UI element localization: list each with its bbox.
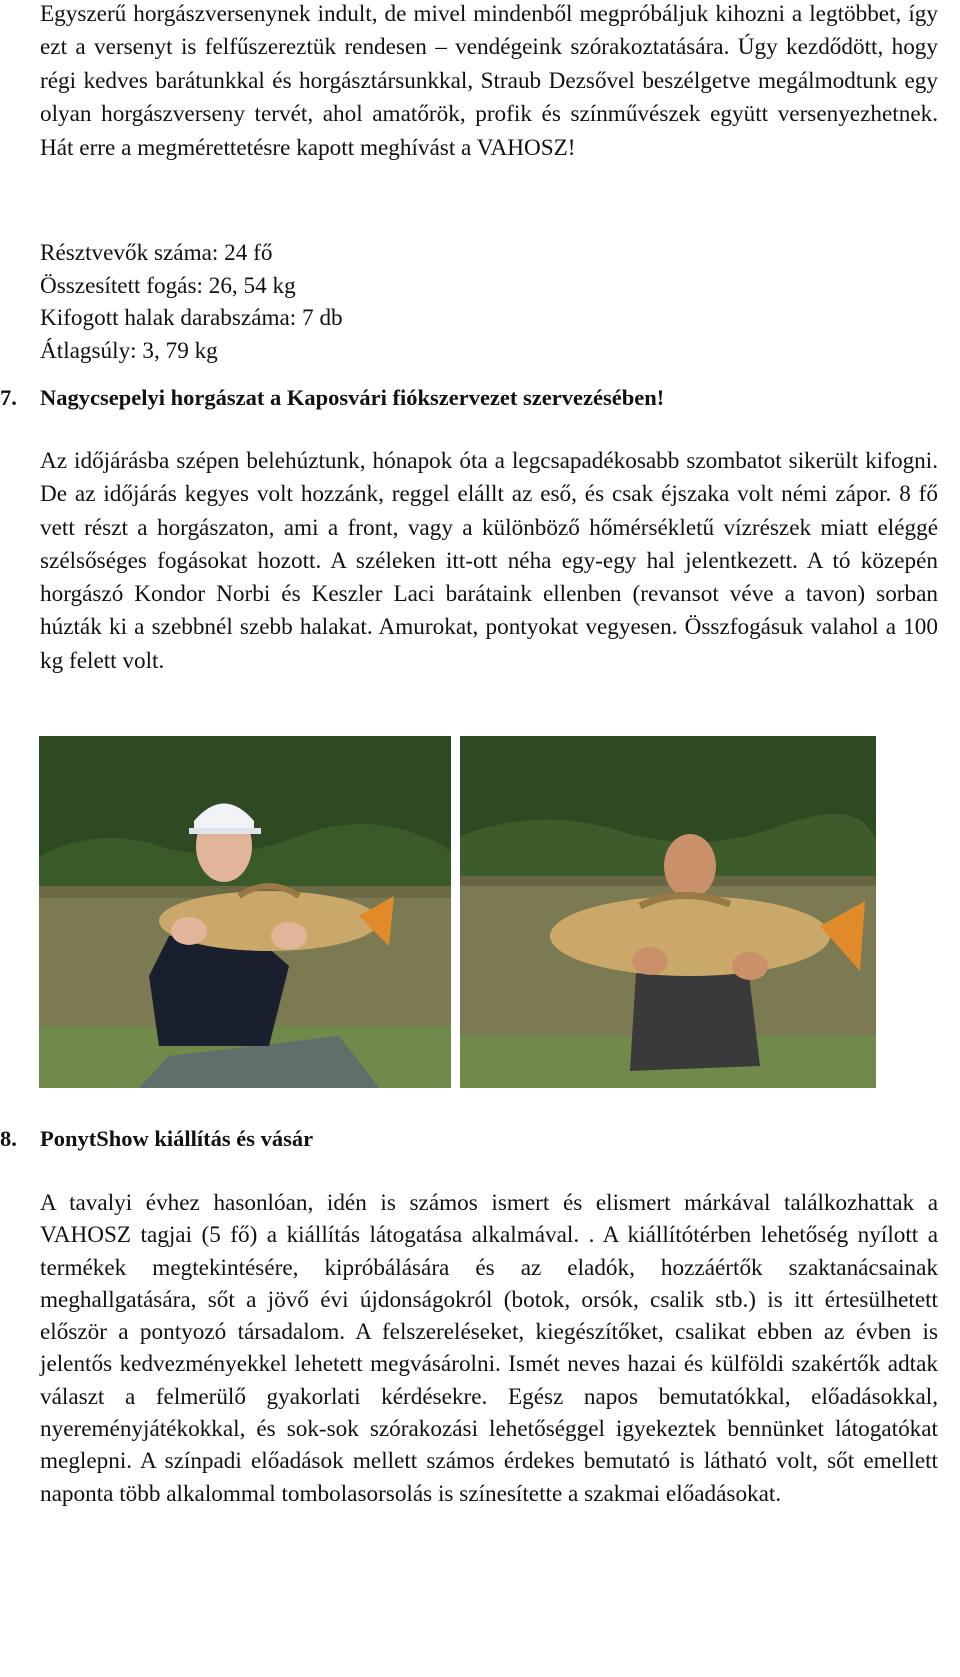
section-7-number: 7. bbox=[0, 385, 17, 410]
section-8-body: A tavalyi évhez hasonlóan, idén is számos ismert és elismert márkával találkozhattak a VAHOSZ tagjai (5 fő) a kiállítás látogatása alkalmával. . A kiállítótérben lehetőség nyílott a termékek megtekintésére, kipróbálására és az eladók, hozzáértők szaktanácsainak meghallgatására, sőt a jövő évi újdonságokról (botok, orsók, csalik stb.) is itt értesülhetett először a pontyozó társadalom. A felszereléseket, kiegészítőket, csalikat ebben az évben is jelentős kedvezményekkel lehetett megvásárolni. Ismét neves hazai és külföldi szakértők adtak választ a felmerülő gyakorlati kérdésekre. Egész napos bemutatókkal, előadásokkal, nyereményjátékokkal, és sok-sok szórakozási lehetőséggel igyekeztek bennünket látogatókat meglepni. A színpadi előadások mellett számos érdekes bemutató is látható volt, sőt emellett naponta több alkalommal tombolasorsolás is színesítette a szakmai előadásokat. bbox=[40, 1190, 938, 1507]
photo-angler-with-carp-1 bbox=[39, 736, 451, 1088]
intro-paragraph: Egyszerű horgászversenynek indult, de mivel mindenből megpróbáljuk kihozni a legtöbbet, így ezt a versenyt is felfűszereztük rendesen – vendégeink szórakoztatására. Úgy kezdődött, hogy régi kedves barátunkkal és horgásztársunkkal, Straub Dezsővel beszélgetve megálmodtunk egy olyan horgászverseny tervét, ahol amatőrök, profik és színművészek együtt versenyezhetnek. Hát erre a megmérettetésre kapott meghívást a VAHOSZ! bbox=[40, 1, 938, 161]
stats-list bbox=[40, 237, 343, 367]
photo-angler-with-carp-2 bbox=[460, 736, 876, 1088]
section-8-number: 8. bbox=[0, 1126, 17, 1151]
stat-participants: Résztvevők száma: 24 fő bbox=[40, 240, 273, 266]
section-7-title: Nagycsepelyi horgászat a Kaposvári fiókszervezet szervezésében! bbox=[40, 385, 665, 410]
section-8-heading bbox=[0, 1126, 313, 1152]
section-7-body: Az időjárásba szépen belehúztunk, hónapok óta a legcsapadékosabb szombatot sikerült kifogni. De az időjárás kegyes volt hozzánk, reggel elállt az eső, és csak éjszaka volt némi zápor. 8 fő vett részt a horgászaton, ami a front, vagy a különböző hőmérsékletű vízrészek miatt eléggé szélsőséges fogásokat hozott. A széleken itt-ott néha egy-egy hal jelentkezett. A tó közepén horgászó Kondor Norbi és Keszler Laci barátaink ellenben (revansot véve a tavon) sorban húzták ki a szebbnél szebb halakat. Amurokat, pontyokat vegyesen. Összfogásuk valahol a 100 kg felett volt. bbox=[40, 448, 938, 674]
stat-average-weight: Átlagsúly: 3, 79 kg bbox=[40, 337, 218, 364]
section-8-title: PonytShow kiállítás és vásár bbox=[40, 1126, 314, 1151]
stat-fish-count: Kifogott halak darabszáma: 7 db bbox=[40, 305, 343, 331]
section-7-heading bbox=[0, 385, 664, 411]
stat-total-catch: Összesített fogás: 26, 54 kg bbox=[40, 272, 296, 299]
